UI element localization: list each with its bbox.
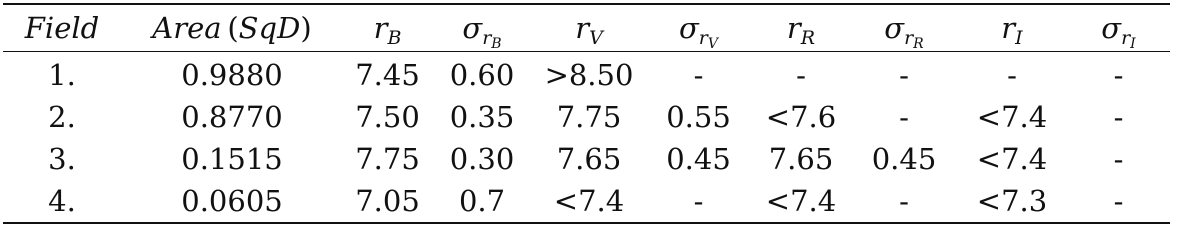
header-sigma-r-v (646, 4, 751, 52)
header-row (3, 4, 1170, 52)
cell-r-i: <7.4 (976, 100, 1048, 134)
cell-sigma-r-i: - (1113, 184, 1124, 218)
cell-r-i: <7.3 (976, 184, 1048, 218)
header-r-i-sub: I (1015, 27, 1023, 49)
cell-r-b: 7.45 (355, 58, 420, 92)
header-r-b (343, 4, 432, 52)
table-row (3, 138, 1170, 180)
header-area-open-paren: ( (221, 11, 239, 45)
header-r-r-sub: R (800, 27, 816, 49)
header-sigma-r-r (851, 4, 957, 52)
cell-r-v: >8.50 (544, 58, 634, 92)
header-sigma-r-v-sub (698, 27, 718, 52)
header-sigma-r-r-sub (904, 27, 924, 52)
cell-sigma-r-r: - (899, 58, 909, 92)
cell-r-r: 7.65 (768, 142, 834, 176)
cell-field: 4. (48, 184, 76, 218)
cell-sigma-r-v: 0.45 (666, 142, 731, 176)
cell-sigma-r-r: - (899, 184, 909, 218)
cell-sigma-r-v: 0.55 (666, 100, 731, 134)
header-area-name: Area (152, 11, 222, 45)
header-r-v-main: r (575, 11, 590, 45)
cell-r-v: 7.65 (556, 142, 622, 176)
cell-sigma-r-b: 0.35 (449, 100, 515, 134)
cell-sigma-r-r: 0.45 (871, 142, 937, 176)
header-r-i (957, 4, 1067, 52)
header-area-close-paren: ) (300, 11, 312, 45)
header-sigma-r-i-main: σ (1101, 11, 1122, 45)
cell-sigma-r-i: - (1113, 58, 1124, 92)
header-sigma-r-r-subsub: R (913, 36, 924, 52)
header-sigma-r-b-sub-r: r (482, 27, 492, 49)
header-r-r (751, 4, 851, 52)
header-sigma-r-b-main: σ (462, 11, 483, 45)
header-area (121, 4, 343, 52)
header-r-b-main: r (373, 11, 388, 45)
data-table (3, 3, 1170, 224)
cell-r-b: 7.50 (355, 100, 420, 134)
cell-sigma-r-v: - (693, 184, 704, 218)
header-sigma-r-v-subsub: V (707, 36, 718, 52)
table-row (3, 180, 1170, 223)
cell-r-i: - (1007, 58, 1017, 92)
header-sigma-r-i-sub (1121, 27, 1136, 52)
cell-field: 2. (48, 100, 76, 134)
table-row (3, 96, 1170, 138)
header-r-v (532, 4, 646, 52)
header-sigma-r-i-subsub: I (1130, 36, 1136, 52)
header-sigma-r-b-sub (482, 27, 502, 52)
data-table-container (3, 3, 1170, 224)
cell-field: 1. (48, 58, 76, 92)
cell-r-b: 7.05 (355, 184, 420, 218)
header-r-r-main: r (786, 11, 801, 45)
header-sigma-r-b (432, 4, 532, 52)
header-sigma-r-r-sub-r: r (904, 27, 914, 49)
header-sigma-r-v-sub-r: r (698, 27, 708, 49)
header-r-v-sub: V (589, 27, 603, 49)
cell-sigma-r-i: - (1113, 142, 1124, 176)
header-sigma-r-i (1067, 4, 1170, 52)
header-sigma-r-b-subsub: B (491, 36, 502, 52)
cell-sigma-r-b: 0.30 (449, 142, 515, 176)
cell-sigma-r-r: - (899, 100, 909, 134)
cell-r-r: <7.6 (765, 100, 837, 134)
cell-sigma-r-v: - (693, 58, 704, 92)
cell-r-v: 7.75 (556, 100, 622, 134)
cell-area: 0.1515 (181, 142, 283, 176)
cell-area: 0.8770 (181, 100, 283, 134)
cell-r-r: <7.4 (765, 184, 837, 218)
cell-r-b: 7.75 (355, 142, 420, 176)
header-sigma-r-v-main: σ (678, 11, 699, 45)
cell-sigma-r-b: 0.7 (458, 184, 506, 218)
cell-field: 3. (48, 142, 76, 176)
cell-area: 0.9880 (181, 58, 283, 92)
table-row (3, 52, 1170, 97)
cell-area: 0.0605 (181, 184, 283, 218)
cell-sigma-r-i: - (1113, 100, 1124, 134)
cell-r-v: <7.4 (553, 184, 625, 218)
header-r-b-sub: B (387, 27, 402, 49)
header-r-i-main: r (1001, 11, 1016, 45)
header-sigma-r-r-main: σ (884, 11, 905, 45)
header-field: Field (24, 11, 100, 45)
cell-r-i: <7.4 (976, 142, 1048, 176)
header-area-unit: SqD (238, 11, 301, 45)
cell-r-r: - (796, 58, 806, 92)
cell-sigma-r-b: 0.60 (449, 58, 515, 92)
header-sigma-r-i-sub-r: r (1121, 27, 1131, 49)
